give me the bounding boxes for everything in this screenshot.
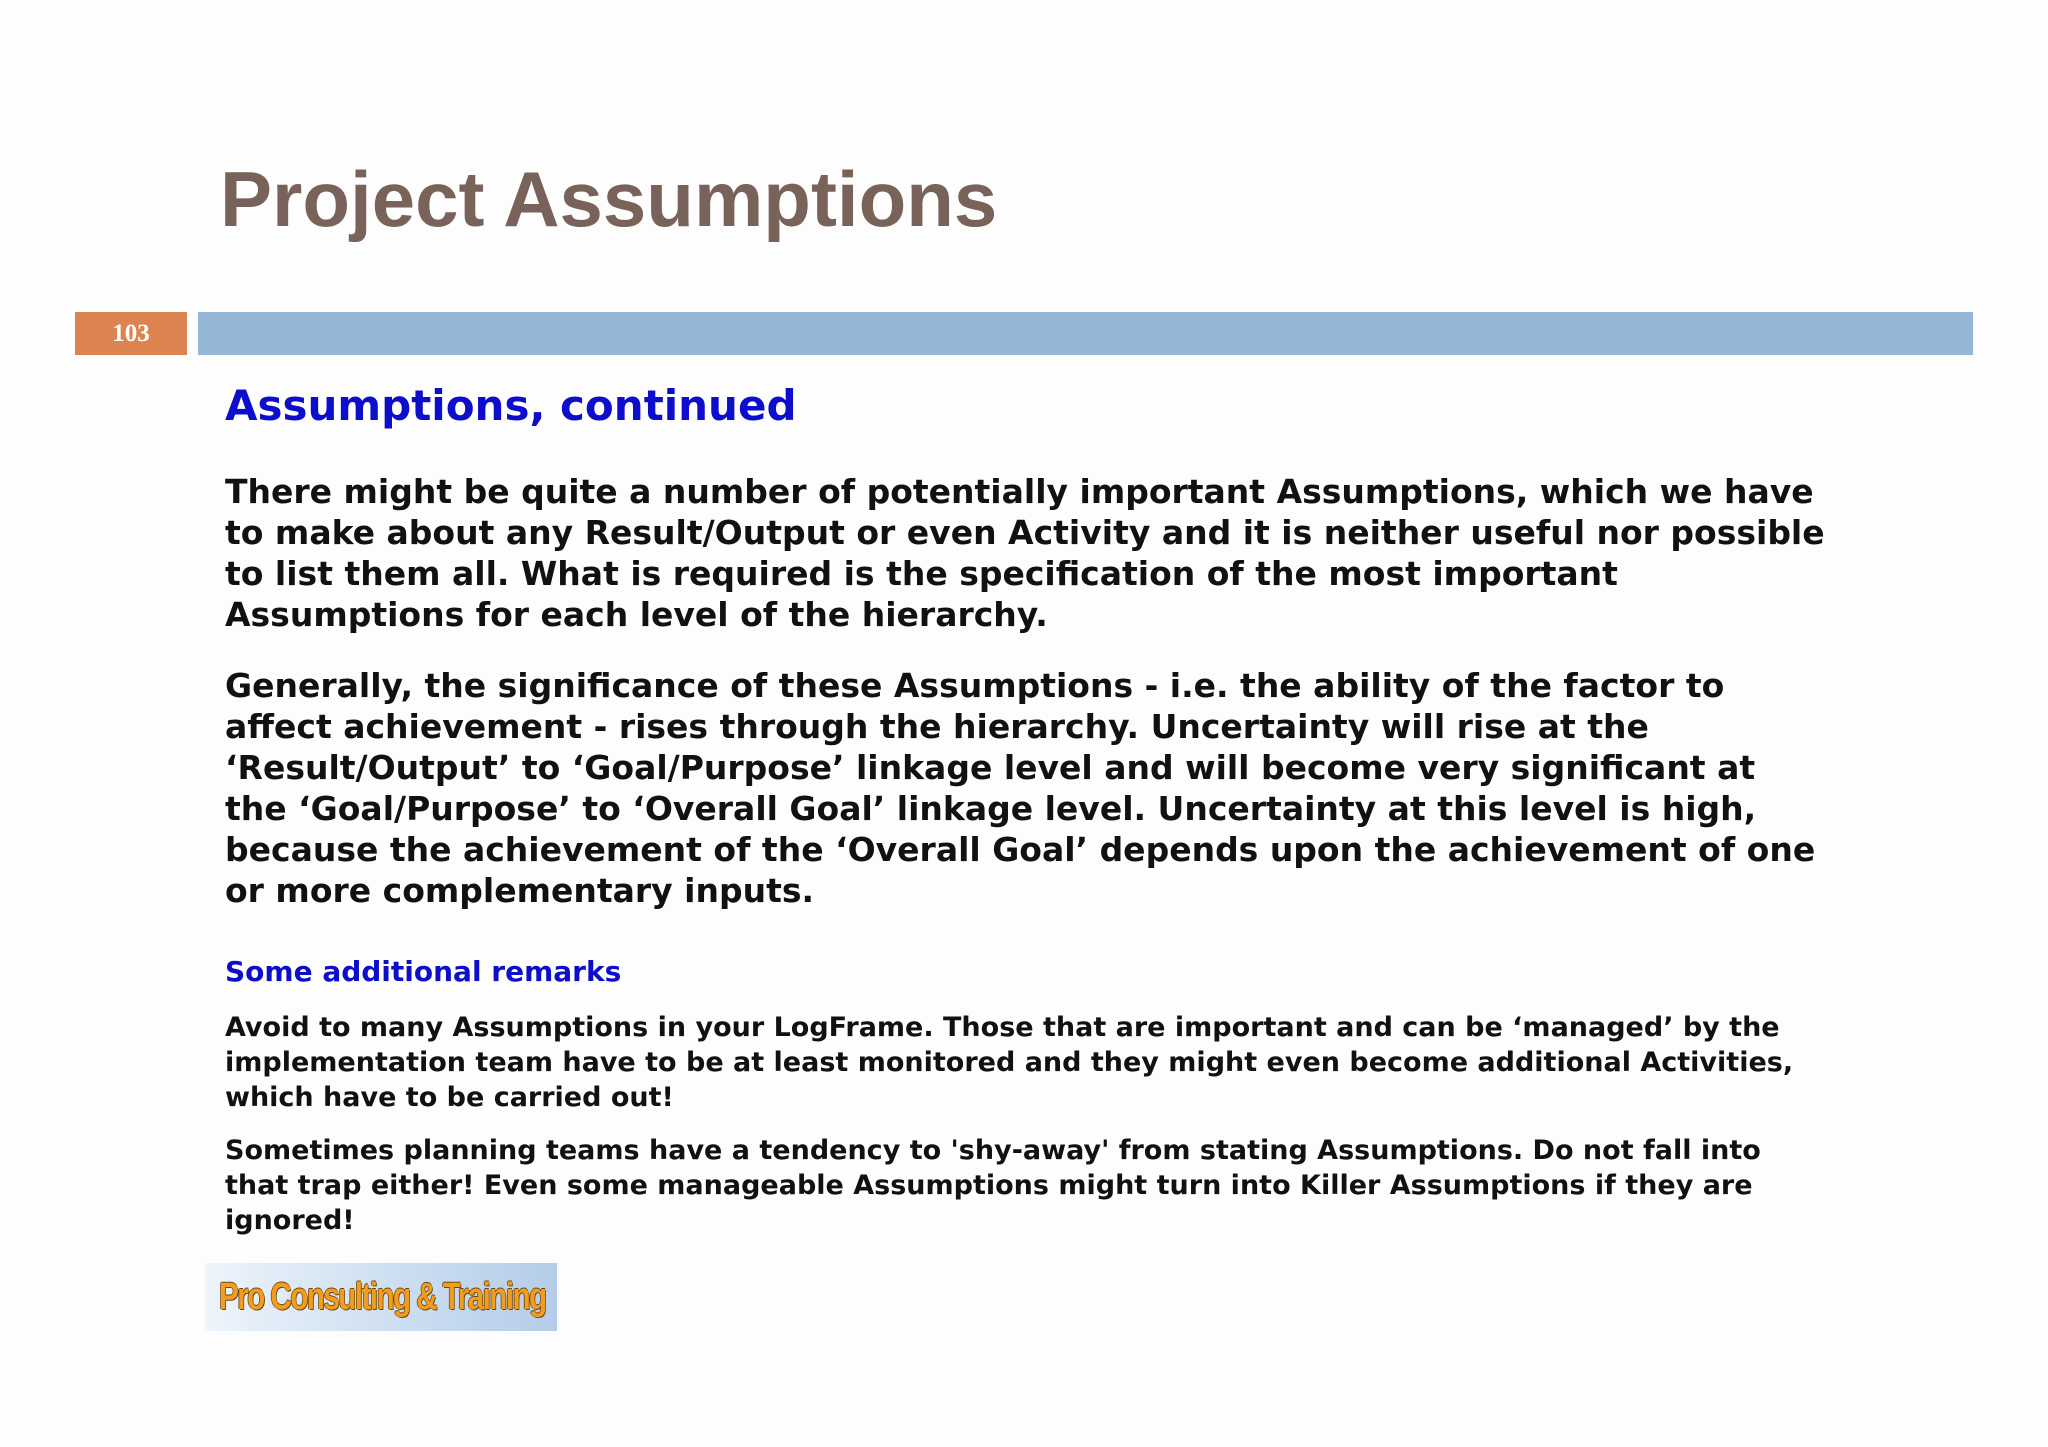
- page-number: 103: [112, 319, 150, 347]
- body-paragraph: Generally, the significance of these Assumptions - i.e. the ability of the factor to affect achievement - rises through the hierarchy. Uncertainty will rise at the ‘Result/Output’ to ‘Goal/Purpose’ linkage level and will become very significant at the ‘Goal/Purpose’ to ‘Overall Goal’ linkage level. Uncertainty at this level is high, because the achievement of the ‘Overall Goal’ depends upon the achievement of one or more complementary inputs.: [225, 665, 1816, 910]
- slide-title: Project Assumptions: [220, 155, 998, 243]
- title-divider-bar: [198, 312, 1973, 355]
- section-subtitle: Assumptions, continued: [225, 381, 797, 430]
- logo-text: Pro Consulting & Training: [219, 1275, 546, 1318]
- remark-paragraph: Sometimes planning teams have a tendency to 'shy-away' from stating Assumptions. Do not fall into that trap either! Even some manageable Assumptions might turn into Killer Assumptions if they are ignored!: [225, 1135, 1761, 1237]
- body-paragraph: There might be quite a number of potentially important Assumptions, which we have to make about any Result/Output or even Activity and it is neither useful nor possible to list them all. What is required is the specification of the most important Assumptions for each level of the hierarchy.: [225, 471, 1825, 634]
- remarks-heading: Some additional remarks: [225, 954, 622, 988]
- page-number-badge: [75, 312, 187, 355]
- slide-content: [225, 380, 1825, 1256]
- company-logo: [205, 1263, 557, 1331]
- remark-paragraph: Avoid to many Assumptions in your LogFrame. Those that are important and can be ‘managed’ by the implementation team have to be at least monitored and they might even become additional Activities, which have to be carried out!: [225, 1012, 1794, 1114]
